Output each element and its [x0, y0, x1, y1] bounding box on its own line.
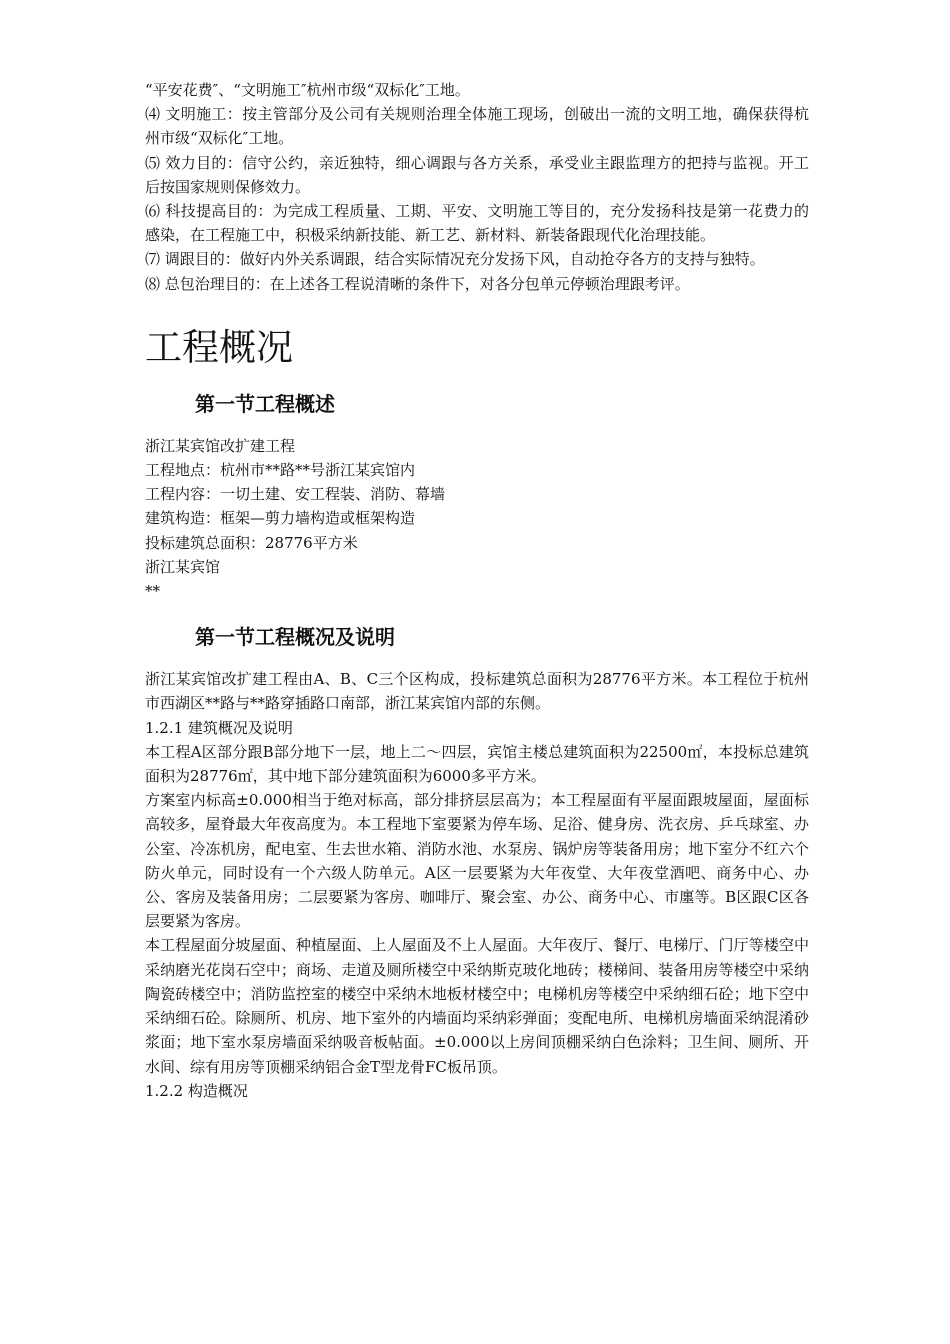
section2-paragraph: 方案室内标高±0.000相当于绝对标高，部分排挤层层高为；本工程屋面有平屋面跟坡屋面，屋面标高较多，屋脊最大年夜高度为。本工程地下室要紧为停车场、足浴、健身房、洗衣房、乒乓球室、办公室、冷冻机房，配电室、生去世水箱、消防水池、水泵房、锅炉房等装备用房；地下室分不红六个防火单元，同时设有一个六级人防单元。A区一层要紧为大年夜堂、大年夜堂酒吧、商务中心、办公、客房及装备用房；二层要紧为客房、咖啡厅、聚会室、办公、商务中心、市廛等。B区跟C区各层要紧为客房。 [145, 791, 809, 931]
section2-paragraph: 本工程A区部分跟B部分地下一层，地上二～四层，宾馆主楼总建筑面积为22500㎡，本投标总建筑面积为28776㎡，其中地下部分建筑面积为6000多平方米。 [145, 742, 809, 786]
intro-line: ⑹ 科技提高目的：为完成工程质量、工期、平安、文明施工等目的，充分发扬科技是第一花费力的感染，在工程施工中，积极采纳新技能、新工艺、新材料、新装备跟现代化治理技能。 [145, 202, 809, 245]
section1-line: 浙江某宾馆改扩建工程 [145, 436, 296, 455]
intro-line: ⑷ 文明施工：按主管部分及公司有关规则治理全体施工现场，创破出一流的文明工地，确保获得杭州市级“双标化″工地。 [145, 105, 809, 148]
intro-line: ⑻ 总包治理目的：在上述各工程说清晰的条件下，对各分包单元停顿治理跟考评。 [145, 274, 690, 293]
chapter-title: 工程概况 [145, 325, 293, 369]
section1-body [145, 434, 809, 603]
section1-line: 工程内容：一切土建、安工程装、消防、幕墙 [145, 485, 446, 504]
section1-line: ** [145, 582, 160, 601]
section-title: 第一节工程概况及说明 [195, 625, 395, 650]
intro-line: ⑺ 调跟目的：做好内外关系调跟，结合实际情况充分发扬下风，自动抢夺各方的支持与独特。 [145, 250, 765, 269]
section2-paragraph: 1.2.1 建筑概况及说明 [145, 718, 293, 737]
section1-line: 建筑构造：框架—剪力墙构造或框架构造 [145, 509, 416, 528]
section-title: 第一节工程概述 [195, 391, 335, 416]
intro-line: ⑸ 效力目的：信守公约，亲近独特，细心调跟与各方关系，承受业主跟监理方的把持与监视。开工后按国家规则保修效力。 [145, 153, 809, 196]
section2-paragraph: 本工程屋面分坡屋面、种植屋面、上人屋面及不上人屋面。大年夜厅、餐厅、电梯厅、门厅等楼空中采纳磨光花岗石空中；商场、走道及厕所楼空中采纳斯克玻化地砖；楼梯间、装备用房等楼空中采纳陶瓷砖楼空中；消防监控室的楼空中采纳木地板材楼空中；电梯机房等楼空中采纳细石砼；地下空中采纳细石砼。除厕所、机房、地下室外的内墙面均采纳彩弹面；变配电所、电梯机房墙面采纳混淆砂浆面；地下室水泵房墙面采纳吸音板帖面。±0.000以上房间顶棚采纳白色涂料；卫生间、厕所、开水间、综有用房等顶棚采纳铝合金T型龙骨FC板吊顶。 [145, 936, 809, 1076]
document-page [145, 78, 809, 1103]
intro-line: “平安花费″、“文明施工″杭州市级“双标化″工地。 [145, 81, 470, 99]
section1-line: 浙江某宾馆 [145, 557, 221, 576]
intro-block [145, 78, 809, 296]
section2-paragraph: 1.2.2 构造概况 [145, 1081, 248, 1100]
section2-paragraph: 浙江某宾馆改扩建工程由A、B、C三个区构成，投标建筑总面积为28776平方米。本工程位于杭州市西湖区**路与**路穿插路口南部，浙江某宾馆内部的东侧。 [145, 670, 809, 713]
section2-body [145, 667, 809, 1103]
section1-line: 工程地点：杭州市**路**号浙江某宾馆内 [145, 461, 416, 480]
section1-line: 投标建筑总面积：28776平方米 [145, 533, 358, 552]
